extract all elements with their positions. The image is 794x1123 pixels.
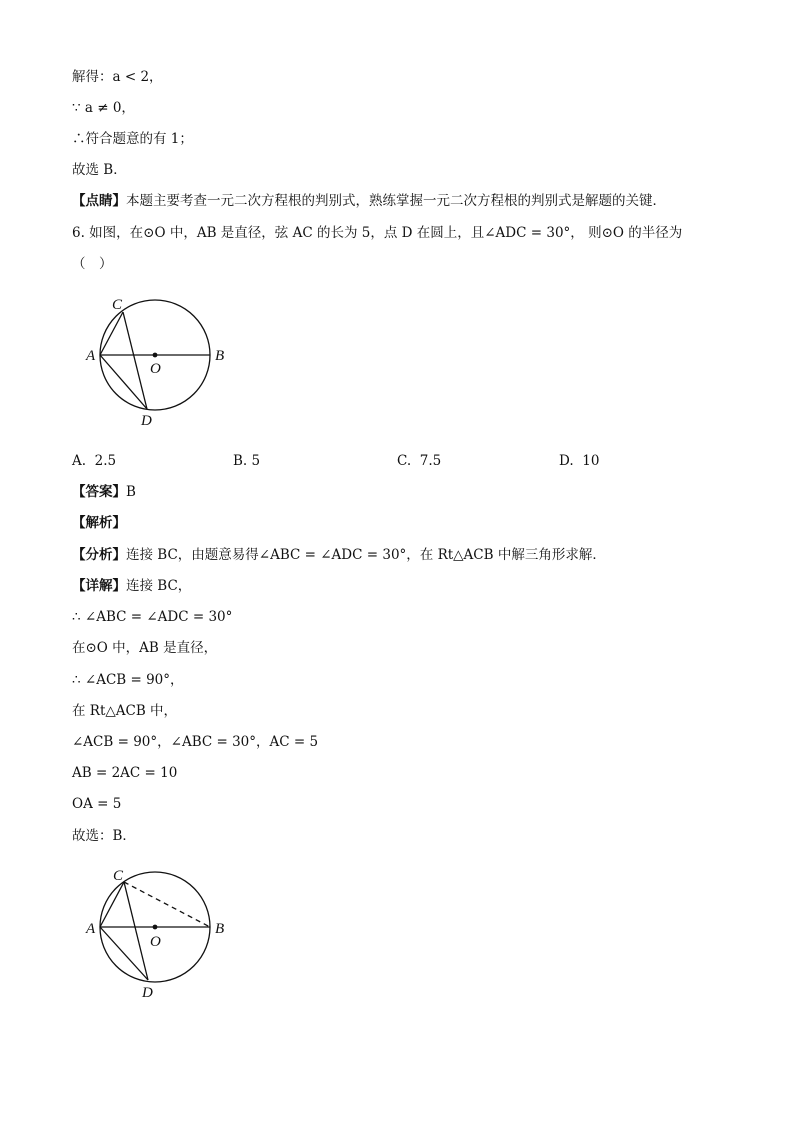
solution-line-3: ∴符合题意的有 1；	[72, 131, 193, 147]
option-d-letter: D.	[559, 453, 574, 469]
option-b-letter: B.	[233, 453, 248, 469]
detail-tag: 【详解】	[72, 578, 126, 594]
detail-step: 在 Rt△ACB 中，	[72, 703, 178, 719]
center-point	[153, 925, 158, 930]
chord-ac	[100, 882, 124, 927]
question-stem: 6. 如图，在⊙O 中，AB 是直径，弦 AC 的长为 5，点 D 在圆上，且∠ADC = 30°， 则⊙O 的半径为	[72, 225, 683, 241]
label-d: D	[142, 985, 153, 1001]
label-b: B	[215, 348, 225, 364]
solution-figure	[0, 860, 260, 1010]
option-d	[559, 452, 599, 470]
detail-step: OA = 5	[72, 796, 122, 812]
option-b	[233, 452, 260, 470]
option-a-value: 2.5	[94, 453, 117, 469]
option-d-value: 10	[582, 453, 600, 469]
option-c	[397, 452, 441, 470]
label-o: O	[150, 934, 161, 950]
label-c: C	[112, 297, 123, 313]
detail-step: ∴ ∠ABC = ∠ADC = 30°	[72, 609, 233, 625]
center-point	[153, 353, 158, 358]
option-b-value: 5	[251, 453, 261, 469]
comment-line	[72, 192, 666, 210]
answer-line	[72, 483, 136, 501]
label-d: D	[141, 413, 152, 429]
analysis-header: 【解析】	[72, 515, 126, 531]
analysis-text: 连接 BC，由题意易得∠ABC = ∠ADC = 30°，在 Rt△ACB 中解三角形求解．	[126, 547, 606, 563]
detail-step: 在⊙O 中，AB 是直径，	[72, 640, 218, 656]
chord-cd	[124, 882, 148, 980]
comment-tag: 【点睛】	[72, 193, 126, 209]
detail-line	[72, 577, 191, 595]
chord-ac	[100, 312, 123, 355]
answer-tag: 【答案】	[72, 484, 126, 500]
comment-text: 本题主要考查一元二次方程根的判别式，熟练掌握一元二次方程根的判别式是解题的关键．	[126, 193, 666, 209]
detail-text: 连接 BC，	[126, 578, 192, 594]
question-bracket: （ ）	[72, 256, 113, 272]
solution-line-2: ∵ a ≠ 0，	[72, 100, 135, 116]
solution-line-1: 解得：a < 2，	[72, 69, 163, 85]
label-c: C	[113, 868, 124, 884]
option-c-value: 7.5	[419, 453, 442, 469]
detail-step: ∠ACB = 90°，∠ABC = 30°，AC = 5	[72, 734, 319, 750]
detail-step: AB = 2AC = 10	[72, 765, 178, 781]
analysis-line	[72, 546, 606, 564]
label-o: O	[150, 361, 161, 377]
label-a: A	[86, 348, 96, 364]
solution-line-4: 故选 B．	[72, 162, 127, 178]
option-a-letter: A.	[72, 453, 87, 469]
analysis-tag: 【分析】	[72, 547, 126, 563]
answer-value: B	[126, 484, 136, 500]
detail-step: 故选：B．	[72, 828, 136, 844]
question-figure	[0, 290, 260, 440]
label-a: A	[86, 921, 96, 937]
option-c-letter: C.	[397, 453, 412, 469]
dashed-bc	[124, 882, 210, 927]
label-b: B	[215, 921, 225, 937]
detail-step: ∴ ∠ACB = 90°，	[72, 672, 184, 688]
option-a	[72, 452, 116, 470]
